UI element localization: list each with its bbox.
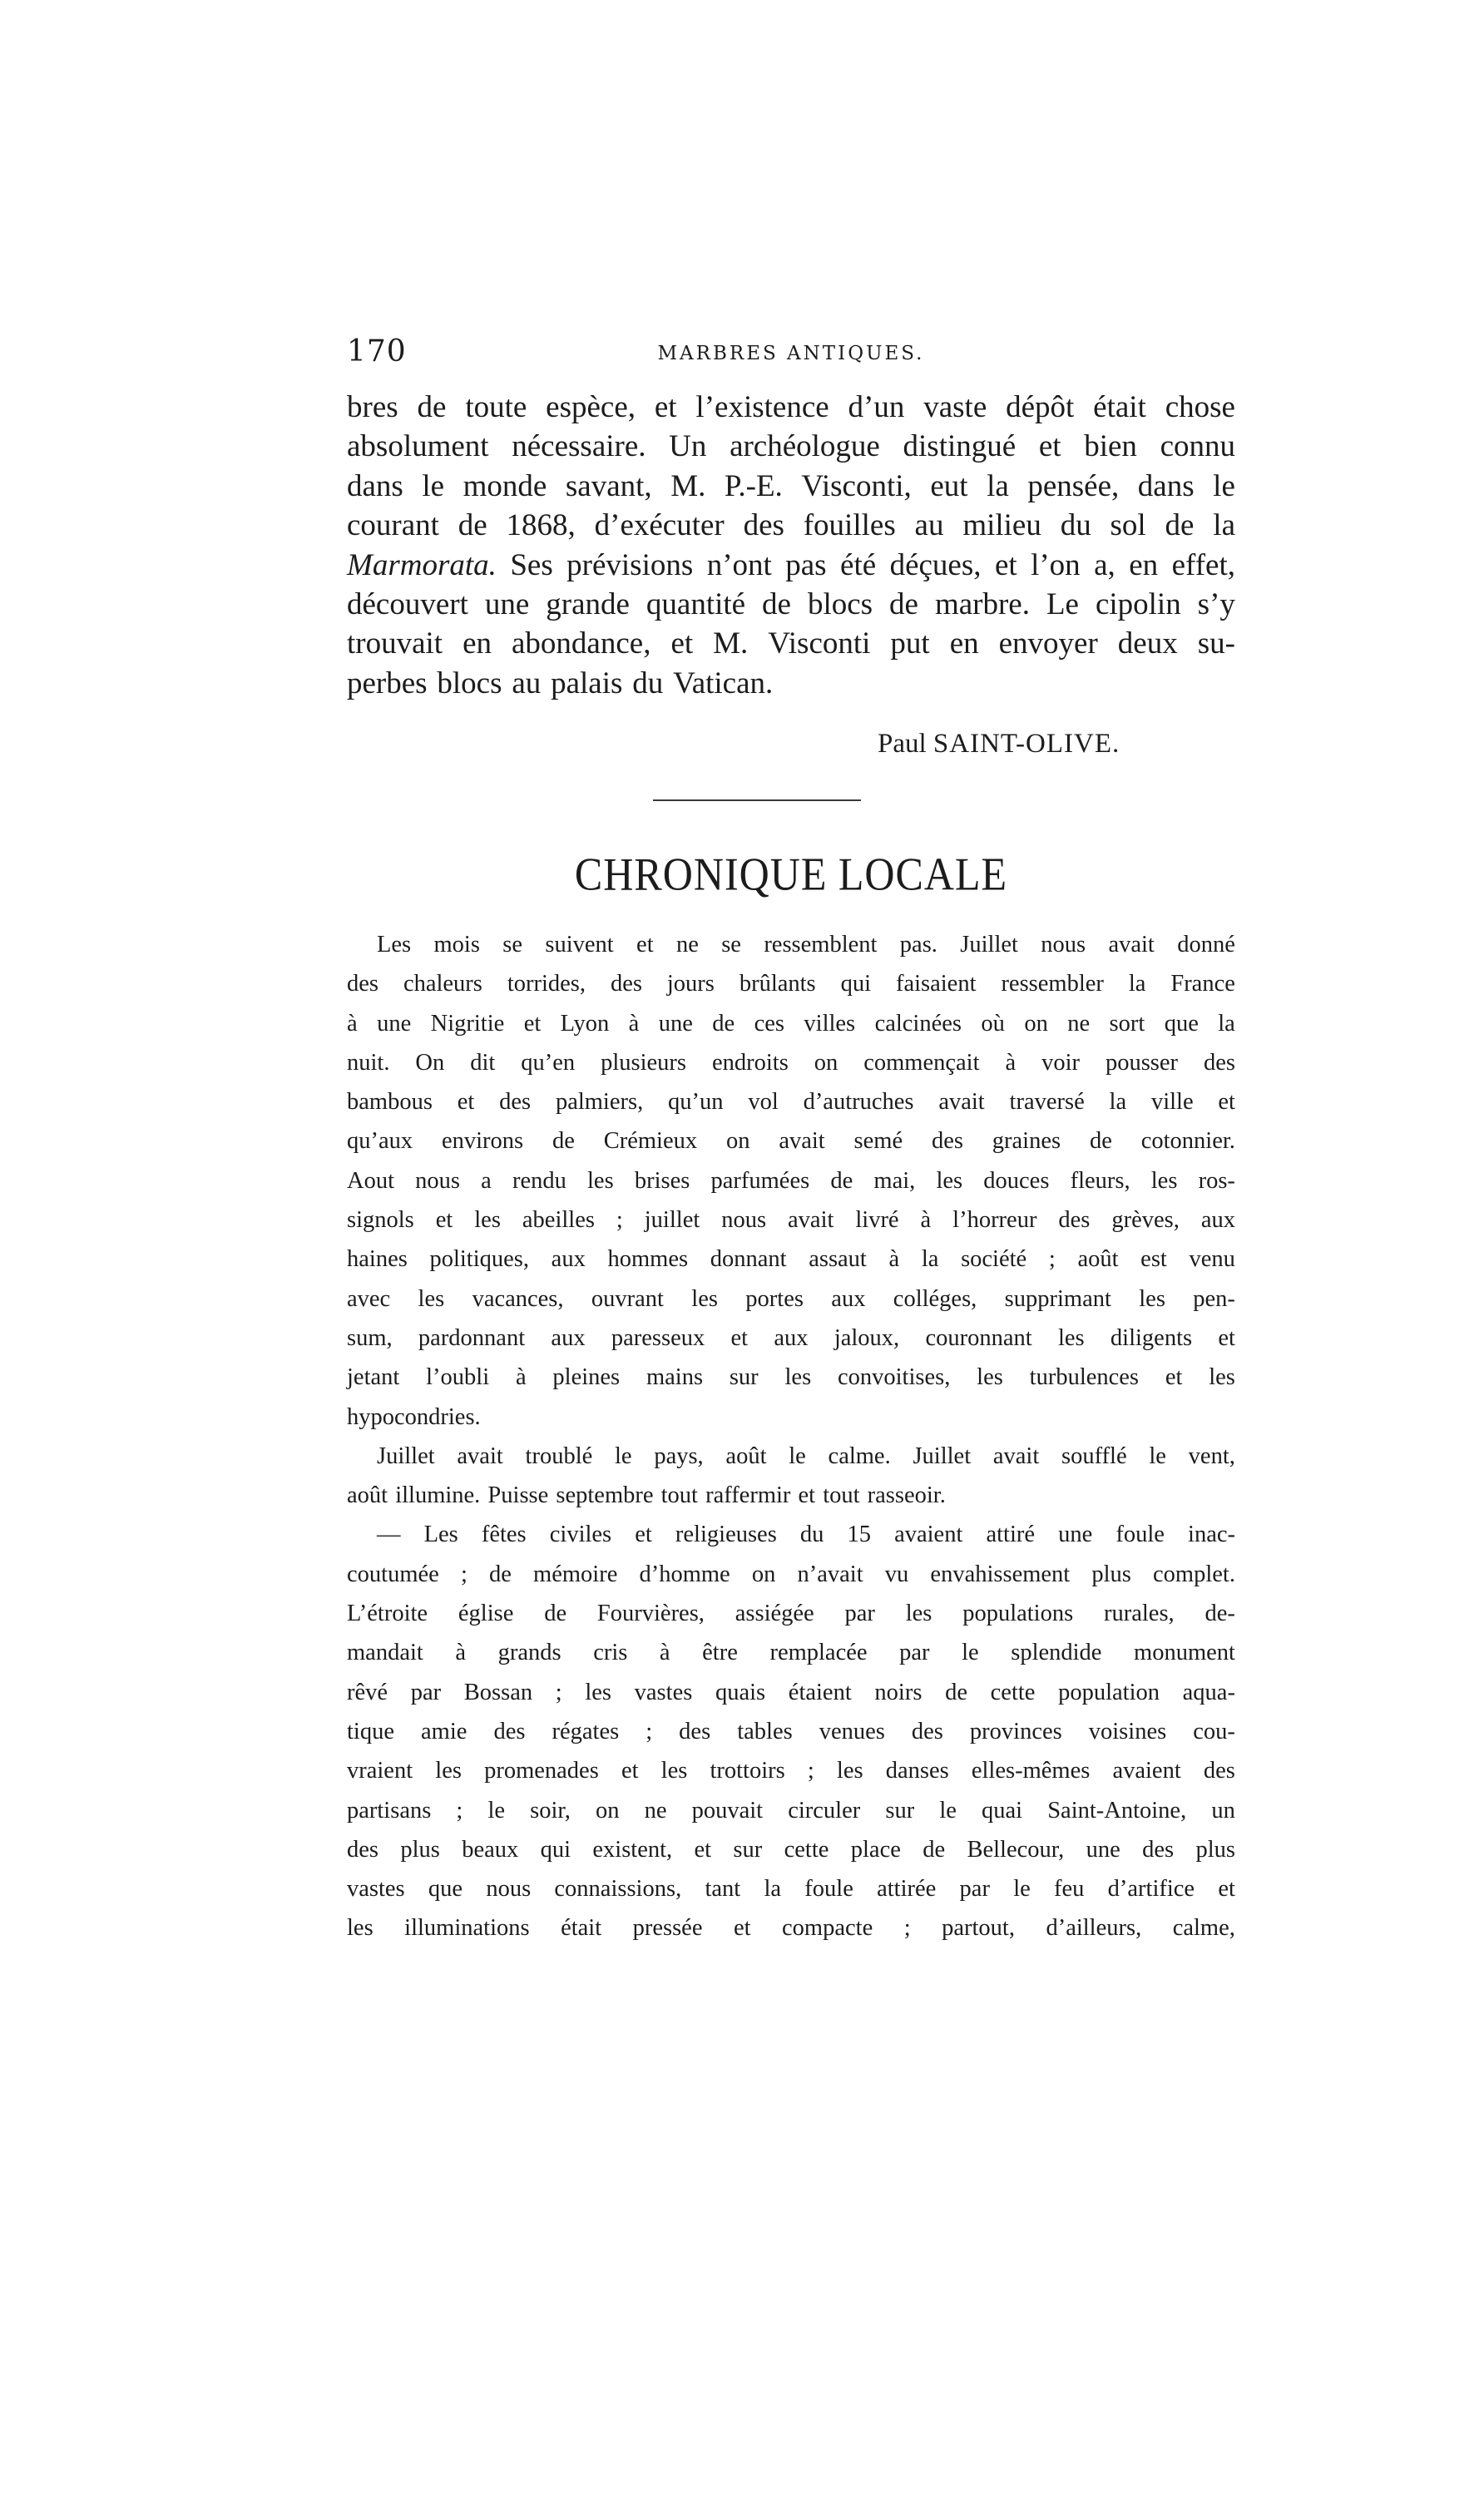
text-line: à une Nigritie et Lyon à une de ces villes calcinées où on ne sort que la bbox=[347, 1010, 1235, 1037]
text-line: des plus beaux qui existent, et sur cette place de Bellecour, une des plus bbox=[347, 1836, 1235, 1863]
paragraph bbox=[347, 925, 1235, 1437]
text-line: qu’aux environs de Crémieux on avait semé des graines de cotonnier. bbox=[347, 1128, 1235, 1155]
signature-first-name: Paul bbox=[878, 729, 927, 759]
text-line: bambous et des palmiers, qu’un vol d’autruches avait traversé la ville et bbox=[347, 1089, 1235, 1116]
text-line: courant de 1868, d’exécuter des fouilles au milieu du sol de la bbox=[347, 508, 1235, 543]
text-line: mandait à grands cris à être remplacée par le splendide monument bbox=[347, 1640, 1235, 1666]
text-line: août illumine. Puisse septembre tout raffermir et tout rasseoir. bbox=[347, 1482, 946, 1509]
paragraph bbox=[347, 1515, 1235, 1947]
text-line: absolument nécessaire. Un archéologue distingué et bien connu bbox=[347, 429, 1235, 464]
page-number: 170 bbox=[347, 334, 407, 369]
text-line: avec les vacances, ouvrant les portes aux colléges, supprimant les pen- bbox=[347, 1285, 1235, 1312]
text-line: rêvé par Bossan ; les vastes quais étaient noirs de cette population aqua- bbox=[347, 1679, 1235, 1705]
text-line: Aout nous a rendu les brises parfumées de mai, les douces fleurs, les ros- bbox=[347, 1167, 1235, 1194]
paragraph bbox=[347, 1437, 1235, 1516]
text-line: Juillet avait troublé le pays, août le calme. Juillet avait soufflé le vent, bbox=[377, 1443, 1235, 1469]
text-line: jetant l’oubli à pleines mains sur les convoitises, les turbulences et les bbox=[347, 1364, 1235, 1391]
text-line: Les mois se suivent et ne se ressemblent pas. Juillet nous avait donné bbox=[377, 932, 1235, 958]
section-title: CHRONIQUE LOCALE bbox=[574, 848, 1008, 900]
text-line: perbes blocs au palais du Vatican. bbox=[347, 666, 774, 700]
text-line: — Les fêtes civiles et religieuses du 15 avaient attiré une foule inac- bbox=[377, 1522, 1235, 1548]
text-line: nuit. On dit qu’en plusieurs endroits on commençait à voir pousser des bbox=[347, 1049, 1235, 1076]
text-line: dans le monde savant, M. P.-E. Visconti, eut la pensée, dans le bbox=[347, 468, 1235, 503]
text-line: vastes que nous connaissions, tant la foule attirée par le feu d’artifice et bbox=[347, 1876, 1235, 1903]
article-marbres-antiques-end bbox=[347, 388, 1235, 703]
text-line: coutumée ; de mémoire d’homme on n’avait vu envahissement plus complet. bbox=[347, 1561, 1235, 1587]
author-signature bbox=[878, 729, 1120, 760]
text-line: découvert une grande quantité de blocs de marbre. Le cipolin s’y bbox=[347, 587, 1235, 622]
text-line: trouvait en abondance, et M. Visconti put en envoyer deux su- bbox=[347, 626, 1235, 661]
text-line: les illuminations était pressée et compacte ; partout, d’ailleurs, calme, bbox=[347, 1915, 1235, 1942]
text-line: signols et les abeilles ; juillet nous avait livré à l’horreur des grèves, aux bbox=[347, 1207, 1235, 1234]
text-line: partisans ; le soir, on ne pouvait circuler sur le quai Saint-Antoine, un bbox=[347, 1797, 1235, 1824]
text-line: haines politiques, aux hommes donnant assaut à la société ; août est venu bbox=[347, 1246, 1235, 1273]
text-line: sum, pardonnant aux paresseux et aux jaloux, couronnant les diligents et bbox=[347, 1324, 1235, 1351]
text-line: bres de toute espèce, et l’existence d’un vaste dépôt était chose bbox=[347, 390, 1235, 424]
article-chronique-locale bbox=[347, 925, 1235, 1948]
text-line: Marmorata. Ses prévisions n’ont pas été déçues, et l’on a, en effet, bbox=[347, 547, 1235, 582]
running-title: MARBRES ANTIQUES. bbox=[657, 343, 925, 364]
section-separator-rule bbox=[653, 799, 861, 801]
signature-last-name: SAINT-OLIVE. bbox=[932, 729, 1120, 759]
text-line: vraient les promenades et les trottoirs ; les danses elles-mêmes avaient des bbox=[347, 1758, 1235, 1784]
text-line: des chaleurs torrides, des jours brûlants qui faisaient ressembler la France bbox=[347, 971, 1235, 997]
text-line: hypocondries. bbox=[347, 1403, 481, 1430]
text-line: L’étroite église de Fourvières, assiégée par les populations rurales, de- bbox=[347, 1601, 1235, 1627]
page-header bbox=[347, 334, 1235, 384]
text-line: tique amie des régates ; des tables venues des provinces voisines cou- bbox=[347, 1718, 1235, 1744]
